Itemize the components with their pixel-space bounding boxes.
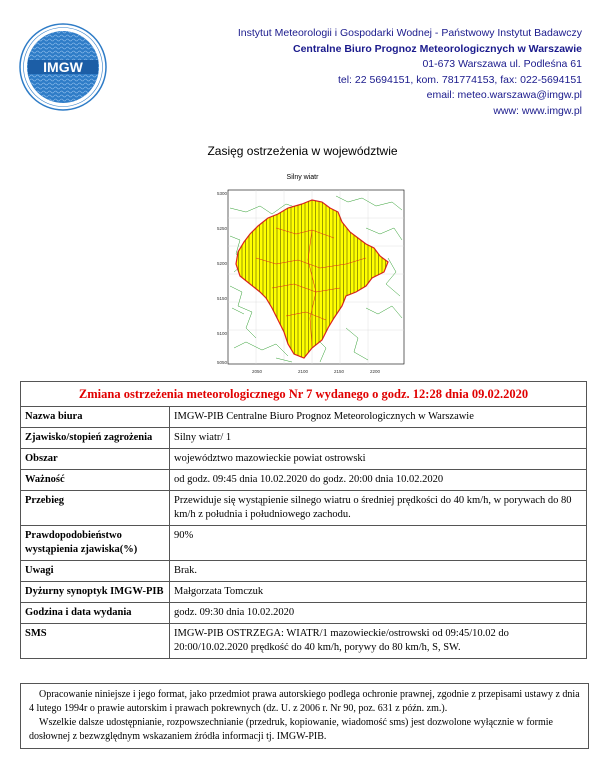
row-value: Silny wiatr/ 1 (170, 428, 587, 449)
email: email: meteo.warszawa@imgw.pl (426, 89, 582, 101)
notice-paragraph-2: Wszelkie dalsze udostępnianie, rozpowszechnianie (przedruk, kopiowanie, wiadomość sms) jest dozwolone wyłącznie w formie dosłownej z bezwzględnym wskazaniem źródła informacji tj. IMGW-PIB. (29, 717, 553, 742)
warning-map (216, 188, 406, 376)
row-label: Uwagi (21, 561, 170, 582)
table-row (21, 603, 587, 624)
row-value: IMGW-PIB Centralne Biuro Prognoz Meteorologicznych w Warszawie (170, 407, 587, 428)
row-value: od godz. 09:45 dnia 10.02.2020 do godz. 20:00 dnia 10.02.2020 (170, 470, 587, 491)
phone: tel: 22 5694151, kom. 781774153, fax: 022-5694151 (337, 73, 582, 86)
x-tick-label: 2050 (252, 369, 263, 374)
y-tick-label: 5150 (217, 296, 228, 301)
x-tick-label: 2100 (298, 369, 309, 374)
row-value: Małgorzata Tomczuk (170, 582, 587, 603)
row-value: Przewiduje się wystąpienie silnego wiatru o średniej prędkości do 40 km/h, w porywach do 80 km/h z południa i południowego zachodu. (170, 491, 587, 526)
x-tick-label: 2150 (334, 369, 345, 374)
table-row (21, 491, 587, 526)
row-label: SMS (21, 624, 170, 659)
imgw-logo (18, 22, 108, 112)
row-label: Ważność (21, 470, 170, 491)
y-tick-label: 5300 (217, 191, 228, 196)
map-subtitle: Silny wiatr (286, 174, 319, 181)
table-row (21, 449, 587, 470)
warning-title: Zmiana ostrzeżenia meteorologicznego Nr 7 wydanego o godz. 12:28 dnia 09.02.2020 (21, 382, 587, 407)
y-tick-label: 5250 (217, 226, 228, 231)
logo-text: IMGW (43, 59, 83, 75)
office-name: Centralne Biuro Prognoz Meteorologicznych w Warszawie (293, 42, 582, 55)
table-row (21, 428, 587, 449)
row-value: Brak. (170, 561, 587, 582)
row-value: województwo mazowieckie powiat ostrowski (170, 449, 587, 470)
y-tick-label: 5200 (217, 261, 228, 266)
table-row (21, 582, 587, 603)
row-value: 90% (170, 526, 587, 561)
table-row (21, 561, 587, 582)
row-label: Obszar (21, 449, 170, 470)
y-tick-label: 5050 (217, 360, 228, 365)
row-label: Dyżurny synoptyk IMGW-PIB (21, 582, 170, 603)
website: www: www.imgw.pl (493, 104, 582, 117)
row-label: Zjawisko/stopień zagrożenia (21, 428, 170, 449)
institute-header (238, 26, 582, 119)
table-row (21, 470, 587, 491)
warning-table (20, 381, 587, 659)
institute-name: Instytut Meteorologii i Gospodarki Wodnej - Państwowy Instytut Badawczy (237, 27, 582, 39)
table-row (21, 526, 587, 561)
y-tick-label: 5100 (217, 331, 228, 336)
row-value: IMGW-PIB OSTRZEGA: WIATR/1 mazowieckie/ostrowski od 09:45/10.02 do 20:00/10.02.2020 prędkość do 40 km/h, porywy do 80 km/h, S, SW. (170, 624, 587, 659)
map-title: Zasięg ostrzeżenia w województwie (207, 144, 398, 158)
address: 01-673 Warszawa ul. Podleśna 61 (422, 58, 582, 70)
row-label: Godzina i data wydania (21, 603, 170, 624)
row-label: Przebieg (21, 491, 170, 526)
x-tick-label: 2200 (370, 369, 381, 374)
notice-paragraph-1: Opracowanie niniejsze i jego format, jako przedmiot prawa autorskiego podlega ochronie prawnej, zgodnie z przepisami ustawy z dnia 4 lutego 1994r o prawie autorskim i prawach pokrewnych (dz. U. z 2006 r. Nr 90, poz. 631 z późn. zm.). (29, 689, 580, 714)
table-row (21, 407, 587, 428)
copyright-notice (20, 683, 589, 749)
table-row (21, 624, 587, 659)
row-label: Nazwa biura (21, 407, 170, 428)
row-label: Prawdopodobieństwo wystąpienia zjawiska(%) (21, 526, 170, 561)
row-value: godz. 09:30 dnia 10.02.2020 (170, 603, 587, 624)
